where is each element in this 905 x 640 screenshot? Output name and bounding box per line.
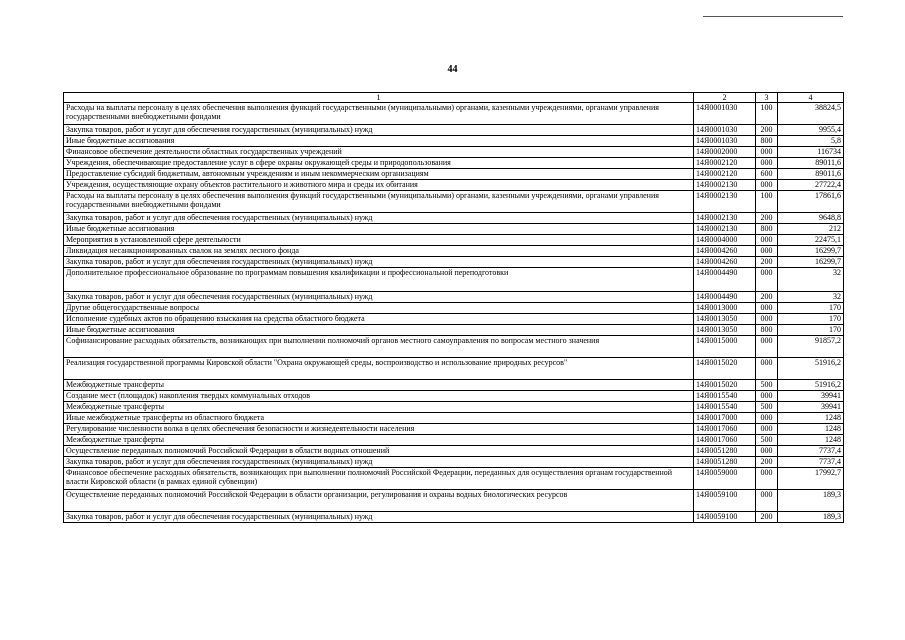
code-cell: 14Я0002130: [694, 224, 756, 235]
code-cell: 14Я0002000: [694, 147, 756, 158]
amount-cell: 17992,7: [778, 468, 844, 490]
amount-cell: 212: [778, 224, 844, 235]
code-cell: 14Я0015020: [694, 358, 756, 380]
amount-cell: 39941: [778, 391, 844, 402]
table-row: [64, 303, 844, 314]
table-row: [64, 358, 844, 380]
table-row: [64, 125, 844, 136]
name-cell: Закупка товаров, работ и услуг для обеспечения государственных (муниципальных) нужд: [64, 457, 694, 468]
table-row: [64, 490, 844, 512]
code-cell: 14Я0004490: [694, 268, 756, 292]
type-cell: 000: [756, 424, 778, 435]
amount-cell: 116734: [778, 147, 844, 158]
code-cell: 14Я0004260: [694, 246, 756, 257]
table-row: [64, 246, 844, 257]
amount-cell: 16299,7: [778, 257, 844, 268]
name-cell: Реализация государственной программы Кировской области "Охрана окружающей среды, воспроизводство и использование природных ресурсов": [64, 358, 694, 380]
type-cell: 000: [756, 147, 778, 158]
code-cell: 14Я0015540: [694, 391, 756, 402]
budget-table-body: [64, 93, 844, 523]
amount-cell: 189,3: [778, 490, 844, 512]
name-cell: Закупка товаров, работ и услуг для обеспечения государственных (муниципальных) нужд: [64, 125, 694, 136]
code-cell: 14Я0059100: [694, 490, 756, 512]
code-cell: 14Я0002120: [694, 169, 756, 180]
code-cell: 14Я0059000: [694, 468, 756, 490]
code-cell: 14Я0002130: [694, 191, 756, 213]
type-cell: 000: [756, 358, 778, 380]
amount-cell: 1248: [778, 435, 844, 446]
code-cell: 14Я0004490: [694, 292, 756, 303]
name-cell: Предоставление субсидий бюджетным, автономным учреждениям и иным некоммерческим организациям: [64, 169, 694, 180]
amount-cell: 7737,4: [778, 457, 844, 468]
name-cell: Исполнение судебных актов по обращению взыскания на средства областного бюджета: [64, 314, 694, 325]
code-cell: 14Я0015540: [694, 402, 756, 413]
amount-cell: 89011,6: [778, 169, 844, 180]
amount-cell: 5,8: [778, 136, 844, 147]
table-row: [64, 257, 844, 268]
table-row: [64, 512, 844, 523]
type-cell: 000: [756, 158, 778, 169]
type-cell: 000: [756, 468, 778, 490]
amount-cell: 1248: [778, 424, 844, 435]
name-cell: Закупка товаров, работ и услуг для обеспечения государственных (муниципальных) нужд: [64, 213, 694, 224]
code-cell: 14Я0002120: [694, 158, 756, 169]
name-cell: Межбюджетные трансферты: [64, 380, 694, 391]
table-row: [64, 380, 844, 391]
code-cell: 14Я0017060: [694, 435, 756, 446]
type-cell: 000: [756, 336, 778, 358]
amount-cell: 89011,6: [778, 158, 844, 169]
type-cell: 200: [756, 512, 778, 523]
code-cell: 14Я0059100: [694, 512, 756, 523]
name-cell: Иные бюджетные ассигнования: [64, 325, 694, 336]
name-cell: Софинансирование расходных обязательств, возникающих при выполнении полномочий органов местного самоуправления по вопросам местного значения: [64, 336, 694, 358]
table-row: [64, 169, 844, 180]
name-cell: Расходы на выплаты персоналу в целях обеспечения выполнения функций государственными (муниципальными) органами, казенными учреждениями, органами управления государственными внебюджетными фондами: [64, 191, 694, 213]
table-row: [64, 213, 844, 224]
table-row: [64, 413, 844, 424]
type-cell: 500: [756, 402, 778, 413]
table-row: [64, 180, 844, 191]
name-cell: Закупка товаров, работ и услуг для обеспечения государственных (муниципальных) нужд: [64, 292, 694, 303]
type-cell: 800: [756, 224, 778, 235]
name-cell: Иные межбюджетные трансферты из областного бюджета: [64, 413, 694, 424]
type-cell: 000: [756, 303, 778, 314]
type-cell: 000: [756, 490, 778, 512]
amount-cell: 17861,6: [778, 191, 844, 213]
code-cell: 14Я0015020: [694, 380, 756, 391]
name-cell: Межбюджетные трансферты: [64, 402, 694, 413]
type-cell: 200: [756, 125, 778, 136]
name-cell: Иные бюджетные ассигнования: [64, 224, 694, 235]
code-cell: 14Я0013050: [694, 325, 756, 336]
table-row: [64, 103, 844, 125]
name-cell: Учреждения, осуществляющие охрану объектов растительного и животного мира и среды их обитания: [64, 180, 694, 191]
amount-cell: 32: [778, 268, 844, 292]
top-rule: [703, 16, 843, 17]
table-row: [64, 446, 844, 457]
code-cell: 14Я0013050: [694, 314, 756, 325]
table-row: [64, 136, 844, 147]
code-cell: 14Я0017000: [694, 413, 756, 424]
type-cell: 000: [756, 180, 778, 191]
name-cell: Финансовое обеспечение расходных обязательств, возникающих при выполнении полномочий Российской Федерации, переданных для осуществления органам государственной власти Кировской области (в рамках единой субвенции): [64, 468, 694, 490]
type-cell: 000: [756, 246, 778, 257]
code-cell: 14Я0051280: [694, 457, 756, 468]
code-cell: 14Я0013000: [694, 303, 756, 314]
name-cell: Мероприятия в установленной сфере деятельности: [64, 235, 694, 246]
code-cell: 14Я0002130: [694, 213, 756, 224]
name-cell: Дополнительное профессиональное образование по программам повышения квалификации и профессиональной переподготовки: [64, 268, 694, 292]
code-cell: 14Я0015000: [694, 336, 756, 358]
name-cell: Учреждения, обеспечивающие предоставление услуг в сфере охраны окружающей среды и природопользования: [64, 158, 694, 169]
name-cell: Регулирование численности волка в целях обеспечения безопасности и жизнедеятельности населения: [64, 424, 694, 435]
amount-cell: 170: [778, 314, 844, 325]
amount-cell: 9648,8: [778, 213, 844, 224]
header-row: [64, 93, 844, 103]
amount-cell: 16299,7: [778, 246, 844, 257]
amount-cell: 32: [778, 292, 844, 303]
name-cell: Иные бюджетные ассигнования: [64, 136, 694, 147]
table-row: [64, 325, 844, 336]
name-cell: Осуществление переданных полномочий Российской Федерации в области водных отношений: [64, 446, 694, 457]
name-cell: Межбюджетные трансферты: [64, 435, 694, 446]
amount-cell: 38824,5: [778, 103, 844, 125]
code-cell: 14Я0017060: [694, 424, 756, 435]
amount-cell: 170: [778, 325, 844, 336]
amount-cell: 27722,4: [778, 180, 844, 191]
table-row: [64, 314, 844, 325]
table-row: [64, 457, 844, 468]
type-cell: 800: [756, 325, 778, 336]
code-cell: 14Я0001030: [694, 103, 756, 125]
code-cell: 14Я0051280: [694, 446, 756, 457]
budget-table: [63, 92, 844, 523]
name-cell: Финансовое обеспечение деятельности областных государственных учреждений: [64, 147, 694, 158]
table-row: [64, 268, 844, 292]
name-cell: Закупка товаров, работ и услуг для обеспечения государственных (муниципальных) нужд: [64, 257, 694, 268]
type-cell: 500: [756, 380, 778, 391]
header-cell-code: 2: [694, 93, 756, 103]
name-cell: Закупка товаров, работ и услуг для обеспечения государственных (муниципальных) нужд: [64, 512, 694, 523]
type-cell: 000: [756, 446, 778, 457]
table-row: [64, 468, 844, 490]
table-row: [64, 235, 844, 246]
table-row: [64, 191, 844, 213]
code-cell: 14Я0002130: [694, 180, 756, 191]
page-number: 44: [447, 64, 458, 75]
type-cell: 200: [756, 213, 778, 224]
code-cell: 14Я0001030: [694, 136, 756, 147]
table-row: [64, 147, 844, 158]
table-row: [64, 158, 844, 169]
type-cell: 100: [756, 191, 778, 213]
amount-cell: 39941: [778, 402, 844, 413]
type-cell: 000: [756, 391, 778, 402]
type-cell: 000: [756, 314, 778, 325]
amount-cell: 1248: [778, 413, 844, 424]
amount-cell: 51916,2: [778, 358, 844, 380]
amount-cell: 22475,1: [778, 235, 844, 246]
type-cell: 200: [756, 257, 778, 268]
amount-cell: 91857,2: [778, 336, 844, 358]
type-cell: 800: [756, 136, 778, 147]
type-cell: 500: [756, 435, 778, 446]
table-row: [64, 292, 844, 303]
type-cell: 200: [756, 292, 778, 303]
name-cell: Осуществление переданных полномочий Российской Федерации в области организации, регулирования и охраны водных биологических ресурсов: [64, 490, 694, 512]
amount-cell: 170: [778, 303, 844, 314]
table-row: [64, 435, 844, 446]
type-cell: 000: [756, 413, 778, 424]
code-cell: 14Я0004260: [694, 257, 756, 268]
table-row: [64, 424, 844, 435]
table-row: [64, 224, 844, 235]
name-cell: Расходы на выплаты персоналу в целях обеспечения выполнения функций государственными (муниципальными) органами, казенными учреждениями, органами управления государственными внебюджетными фондами: [64, 103, 694, 125]
type-cell: 600: [756, 169, 778, 180]
table-row: [64, 391, 844, 402]
type-cell: 000: [756, 235, 778, 246]
table-row: [64, 336, 844, 358]
header-cell-type: 3: [756, 93, 778, 103]
header-cell-amount: 4: [778, 93, 844, 103]
type-cell: 000: [756, 268, 778, 292]
name-cell: Создание мест (площадок) накопления твердых коммунальных отходов: [64, 391, 694, 402]
amount-cell: 9955,4: [778, 125, 844, 136]
name-cell: Ликвидация несанкционированных свалок на землях лесного фонда: [64, 246, 694, 257]
table-row: [64, 402, 844, 413]
amount-cell: 189,3: [778, 512, 844, 523]
code-cell: 14Я0001030: [694, 125, 756, 136]
header-cell-name: 1: [64, 93, 694, 103]
amount-cell: 7737,4: [778, 446, 844, 457]
type-cell: 200: [756, 457, 778, 468]
amount-cell: 51916,2: [778, 380, 844, 391]
name-cell: Другие общегосударственные вопросы: [64, 303, 694, 314]
type-cell: 100: [756, 103, 778, 125]
code-cell: 14Я0004000: [694, 235, 756, 246]
